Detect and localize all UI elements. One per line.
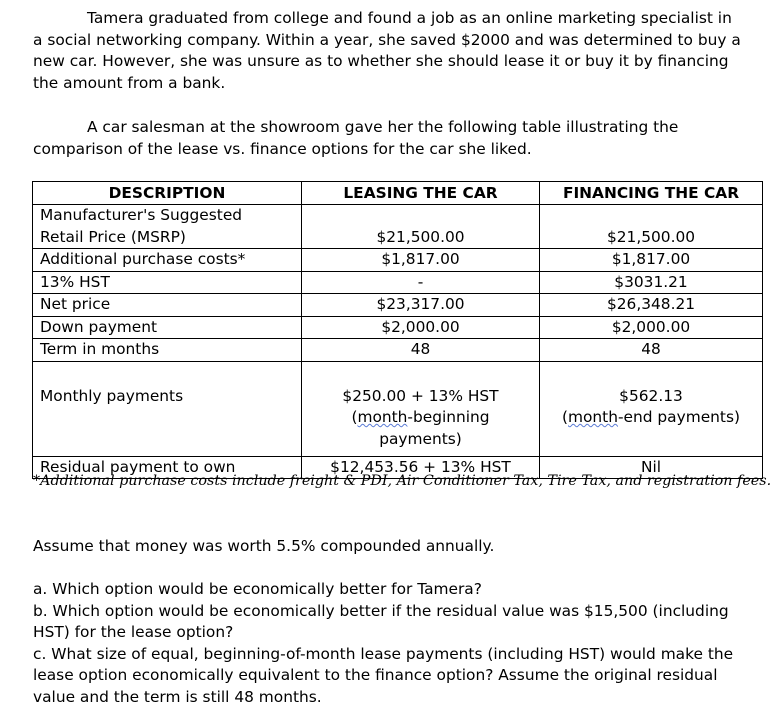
lease-monthly-timing: -beginning — [407, 408, 490, 426]
row-label-down-payment: Down payment — [33, 316, 302, 339]
header-financing: FINANCING THE CAR — [540, 182, 763, 205]
finance-monthly-timing: -end payments) — [617, 408, 740, 426]
lease-monthly-open-paren: ( — [351, 408, 358, 426]
table-footnote: *Additional purchase costs include freight & PDI, Air Conditioner Tax, Tire Tax, and registration fees. — [33, 473, 772, 489]
question-c: c. What size of equal, beginning-of-month lease payments (including HST) would make the lease option economically equivalent to the finance option? Assume the original residual value and the term is still 48 months. — [33, 644, 734, 706]
finance-net-price: $26,348.21 — [540, 294, 763, 317]
header-description: DESCRIPTION — [33, 182, 302, 205]
lease-net-price: $23,317.00 — [302, 294, 540, 317]
intro-paragraph-1: Tamera graduated from college and found a job as an online marketing specialist in a social networking company. Within a year, she saved $2000 and was determined to buy a new car. However, she was unsure as to whether she should lease it or buy it by financing the amount from a bank. — [33, 9, 741, 92]
lease-hst: - — [302, 271, 540, 294]
table-row-net-price — [33, 294, 763, 317]
finance-monthly-amount: $562.13 — [619, 386, 683, 405]
table-row-additional-costs — [33, 249, 763, 272]
table-header-row — [33, 182, 763, 205]
lease-monthly-amount: $250.00 + 13% HST — [342, 386, 499, 405]
finance-down-payment: $2,000.00 — [540, 316, 763, 339]
finance-additional-costs: $1,817.00 — [540, 249, 763, 272]
lease-msrp: $21,500.00 — [302, 205, 540, 249]
lease-monthly-month-word: month — [357, 408, 408, 426]
intro-paragraph-2: A car salesman at the showroom gave her the following table illustrating the comparison of the lease vs. finance options for the car she liked. — [33, 118, 679, 158]
question-a: a. Which option would be economically better for Tamera? — [33, 580, 482, 598]
finance-monthly-open-paren: ( — [562, 408, 569, 426]
questions-list — [33, 579, 745, 708]
row-label-msrp — [33, 205, 302, 249]
row-label-hst: 13% HST — [33, 271, 302, 294]
table-row-hst — [33, 271, 763, 294]
lease-additional-costs: $1,817.00 — [302, 249, 540, 272]
table-row-down-payment — [33, 316, 763, 339]
lease-term: 48 — [302, 339, 540, 362]
finance-residual: Nil — [540, 456, 763, 479]
msrp-label-line1: Manufacturer's Suggested — [40, 206, 243, 224]
row-label-net-price: Net price — [33, 294, 302, 317]
row-label-term: Term in months — [33, 339, 302, 362]
finance-monthly-month-word: month — [568, 408, 618, 426]
finance-msrp: $21,500.00 — [540, 205, 763, 249]
msrp-label-line2: Retail Price (MSRP) — [40, 227, 186, 246]
question-b: b. Which option would be economically better if the residual value was $15,500 (including HST) for the lease option? — [33, 601, 729, 641]
finance-monthly-payments — [540, 361, 763, 456]
table-row-msrp — [33, 205, 763, 249]
interest-assumption: Assume that money was worth 5.5% compounded annually. — [33, 537, 495, 555]
row-label-residual: Residual payment to own — [33, 456, 302, 479]
table-row-term — [33, 339, 763, 362]
finance-term: 48 — [540, 339, 763, 362]
lease-residual: $12,453.56 + 13% HST — [302, 456, 540, 479]
table-row-monthly-payments — [33, 361, 763, 456]
header-leasing: LEASING THE CAR — [302, 182, 540, 205]
finance-hst: $3031.21 — [540, 271, 763, 294]
lease-vs-finance-table — [32, 181, 763, 479]
lease-monthly-payments-word: payments) — [379, 429, 462, 448]
row-label-additional-costs: Additional purchase costs* — [33, 249, 302, 272]
row-label-monthly-payments: Monthly payments — [33, 361, 302, 456]
lease-monthly-payments — [302, 361, 540, 456]
lease-down-payment: $2,000.00 — [302, 316, 540, 339]
